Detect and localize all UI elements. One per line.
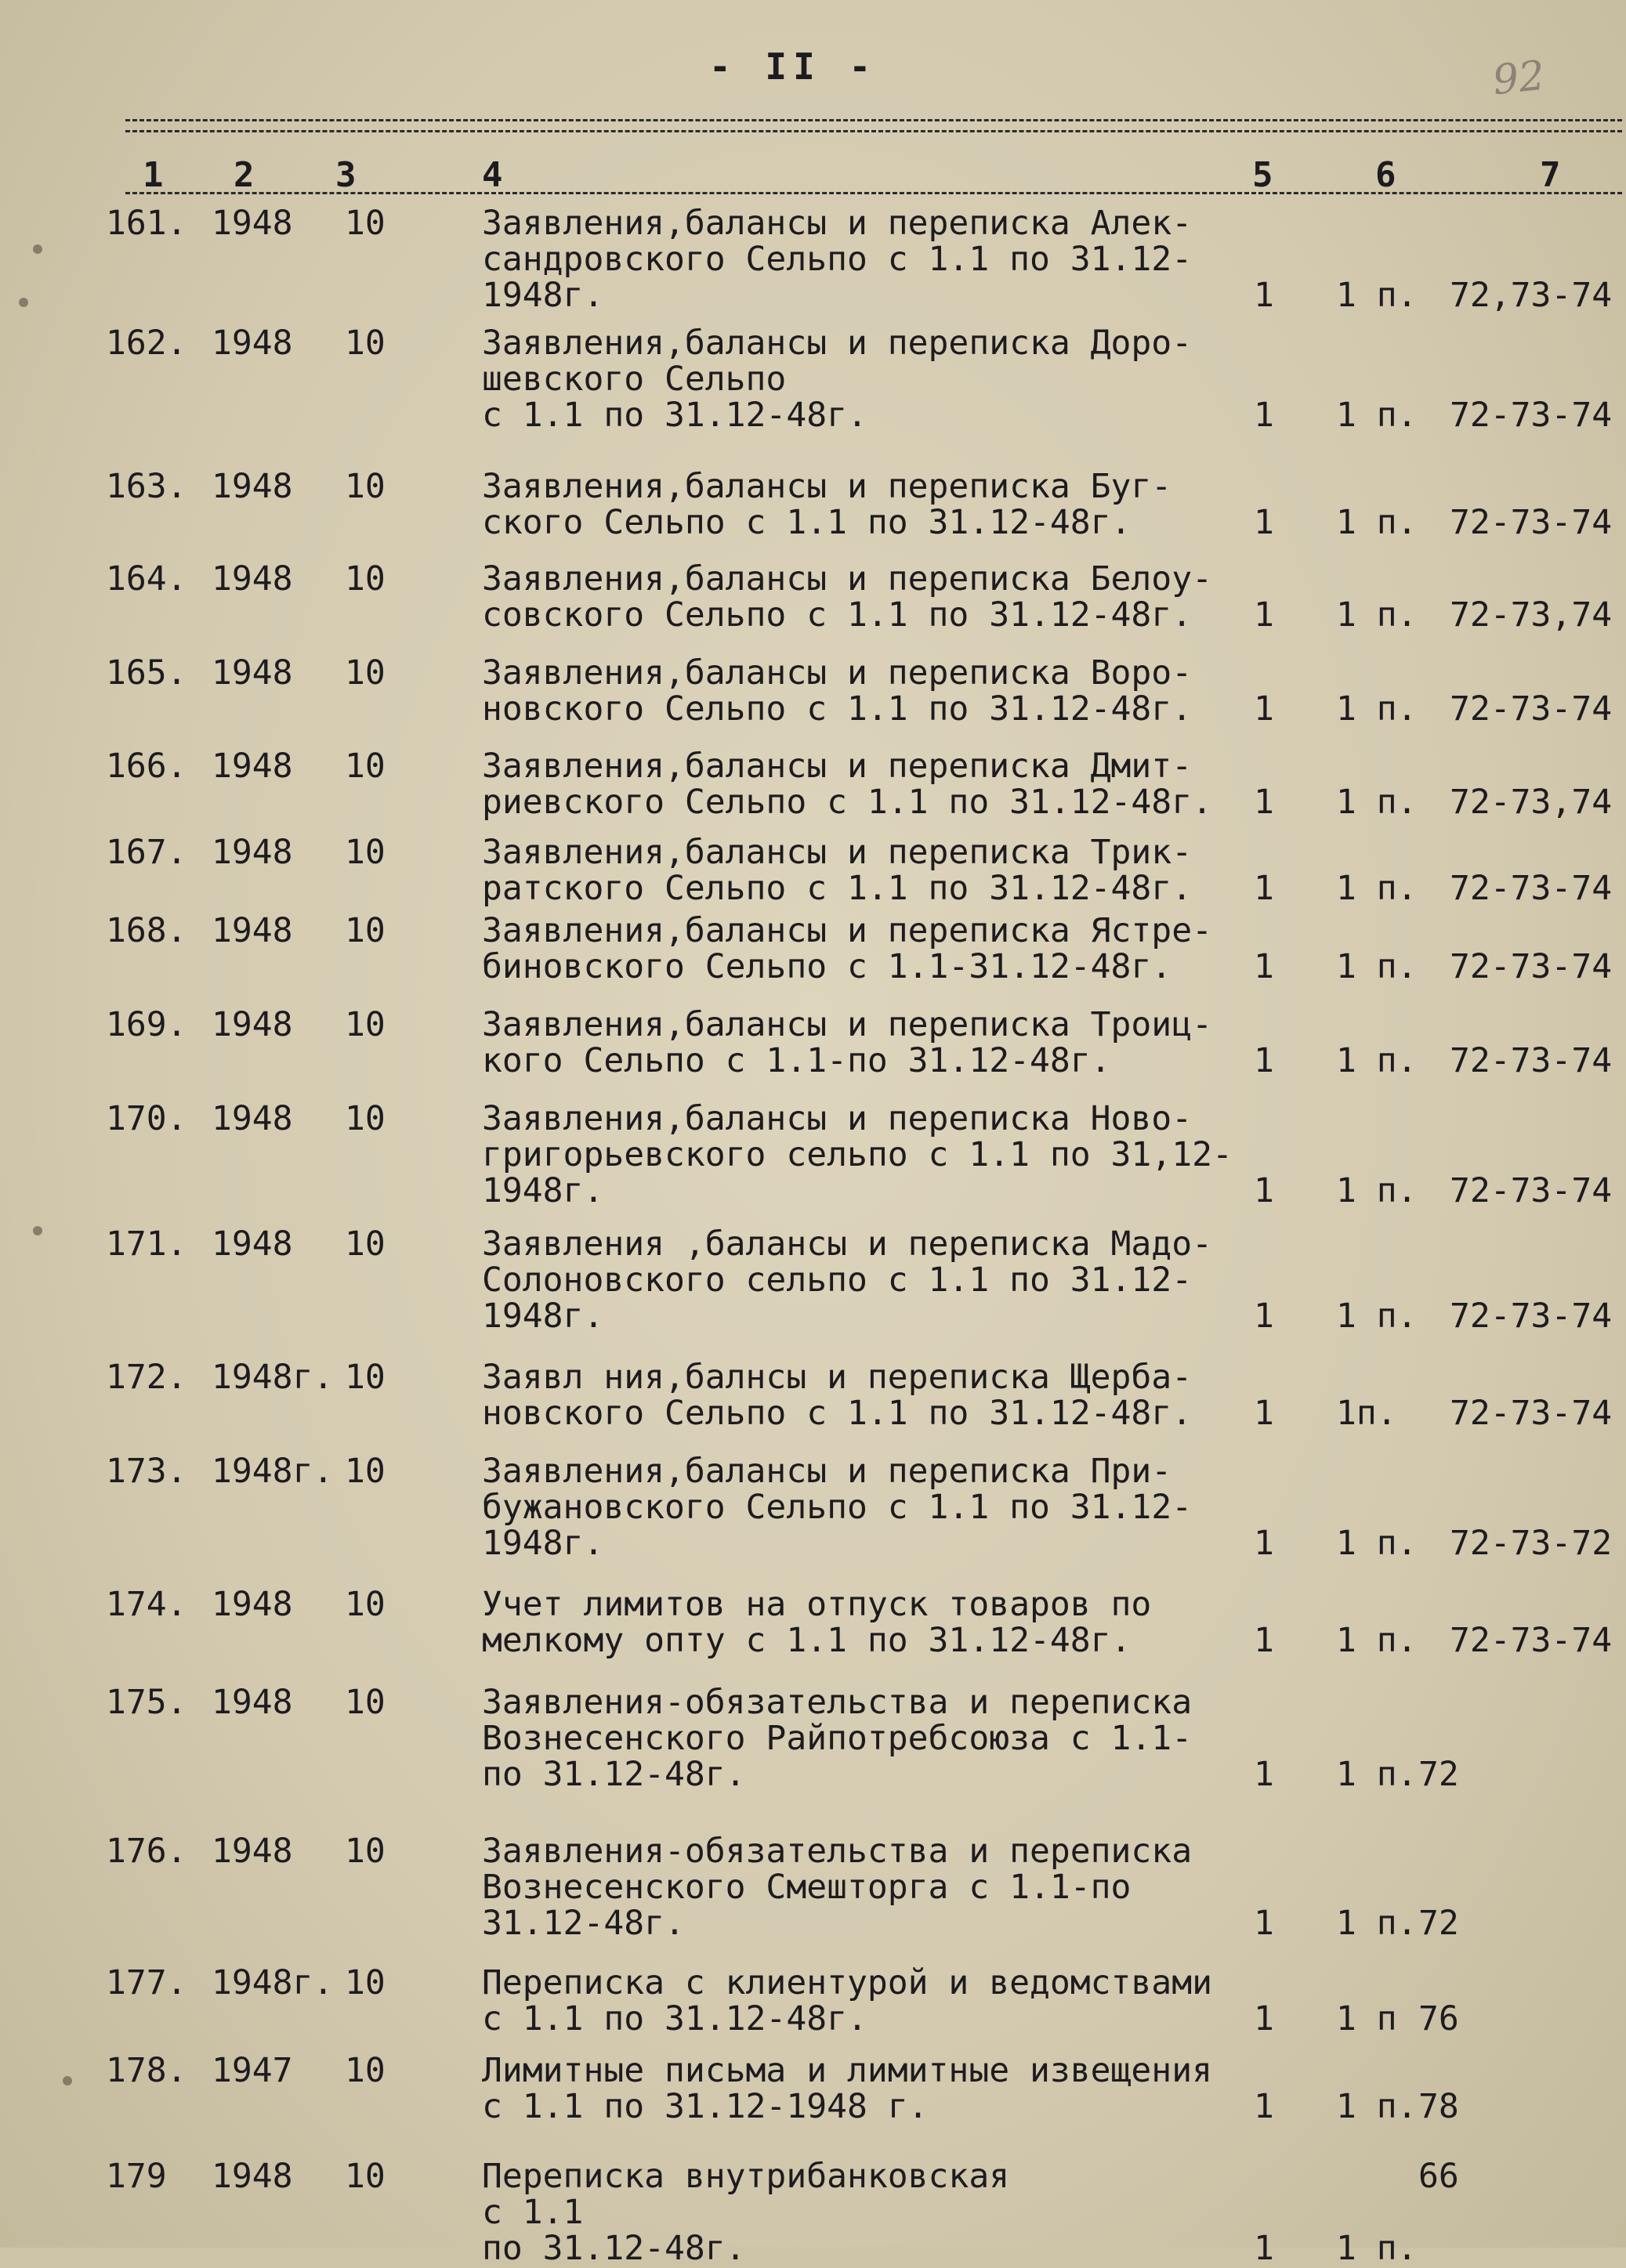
item-group: 10 xyxy=(345,1452,386,1491)
item-reference: 72-73,74 xyxy=(1450,783,1613,822)
item-folders: 1 п. xyxy=(1336,595,1418,635)
item-group: 10 xyxy=(345,467,386,506)
item-number: 170. xyxy=(106,1099,187,1138)
item-folders: 1 п xyxy=(1336,1999,1397,2038)
description-line: 31.12-48г. xyxy=(482,1904,685,1943)
item-year: 1948 xyxy=(212,1683,293,1722)
description-line: Заявления,балансы и переписка Ястре- xyxy=(482,911,1212,950)
item-count: 1 xyxy=(1254,1171,1274,1210)
item-number: 169. xyxy=(106,1005,187,1044)
item-folders: 1 п. xyxy=(1336,1041,1418,1080)
description-line: 1948г. xyxy=(482,1297,604,1336)
description-line: биновского Сельпо с 1.1-31.12-48г. xyxy=(482,947,1172,986)
punch-hole xyxy=(33,244,42,254)
item-folders: 1п. xyxy=(1336,1394,1397,1433)
item-group: 10 xyxy=(345,1832,386,1871)
page-number: - II - xyxy=(709,45,878,88)
item-description xyxy=(482,913,1266,985)
double-rule xyxy=(125,130,1622,132)
description-line: мелкому опту с 1.1 по 31.12-48г. xyxy=(482,1621,1132,1660)
item-reference: 72 xyxy=(1418,1904,1459,1943)
item-number: 178. xyxy=(106,2051,187,2090)
item-reference: 76 xyxy=(1418,1999,1459,2038)
item-reference: 78 xyxy=(1418,2087,1459,2126)
column-header: 5 xyxy=(1252,155,1273,195)
item-reference: 72-73-74 xyxy=(1450,689,1613,729)
item-count: 1 xyxy=(1254,947,1274,986)
description-line: риевского Сельпо с 1.1 по 31.12-48г. xyxy=(482,783,1212,822)
item-count: 1 xyxy=(1254,276,1274,315)
item-year: 1948 xyxy=(212,911,293,950)
description-line: новского Сельпо с 1.1 по 31.12-48г. xyxy=(482,1394,1193,1433)
item-year: 1948 xyxy=(212,324,293,363)
item-number: 167. xyxy=(106,833,187,872)
description-line: по 31.12-48г. xyxy=(482,1755,746,1794)
item-group: 10 xyxy=(345,559,386,599)
item-folders: 1 п. xyxy=(1336,1755,1418,1794)
item-folders: 1 п. xyxy=(1336,276,1418,315)
column-header: 2 xyxy=(234,155,255,195)
punch-hole xyxy=(63,2076,72,2085)
item-year: 1948 xyxy=(212,747,293,786)
item-reference: 72-73-74 xyxy=(1450,1621,1613,1660)
description-line: Вознесенского Райпотребсоюза с 1.1- xyxy=(482,1719,1193,1758)
item-folders: 1 п. xyxy=(1336,396,1418,435)
item-description xyxy=(482,561,1266,633)
item-count: 1 xyxy=(1254,2087,1274,2126)
header-rule xyxy=(125,192,1622,194)
column-header: 3 xyxy=(335,155,357,195)
item-description xyxy=(482,1101,1266,1209)
item-year: 1948 xyxy=(212,204,293,243)
punch-hole xyxy=(19,298,28,307)
item-description xyxy=(482,1684,1266,1792)
item-count: 1 xyxy=(1254,1297,1274,1336)
description-line: Переписка внутрибанковская xyxy=(482,2157,1010,2196)
description-line: новского Сельпо с 1.1 по 31.12-48г. xyxy=(482,689,1193,729)
item-group: 10 xyxy=(345,204,386,243)
item-description xyxy=(482,748,1266,820)
item-description xyxy=(482,1586,1266,1658)
item-count: 1 xyxy=(1254,2229,1274,2268)
description-line: по 31.12-48г. xyxy=(482,2229,746,2268)
handwritten-sheet-number: 92 xyxy=(1490,52,1548,105)
item-count: 1 xyxy=(1254,689,1274,729)
item-description xyxy=(482,1453,1266,1561)
description-line: бужановского Сельпо с 1.1 по 31.12- xyxy=(482,1488,1193,1527)
description-line: Вознесенского Смешторга с 1.1-по xyxy=(482,1868,1132,1907)
description-line: Заявления,балансы и переписка Алек- xyxy=(482,204,1193,243)
item-number: 175. xyxy=(106,1683,187,1722)
item-group: 10 xyxy=(345,1358,386,1397)
item-number: 168. xyxy=(106,911,187,950)
description-line: Заявления,балансы и переписка Троиц- xyxy=(482,1005,1212,1044)
description-line: сандровского Сельпо с 1.1 по 31.12- xyxy=(482,240,1193,279)
item-number: 173. xyxy=(106,1452,187,1491)
description-line: шевского Сельпо xyxy=(482,360,787,399)
item-count: 1 xyxy=(1254,1394,1274,1433)
item-folders: 1 п. xyxy=(1336,1904,1418,1943)
item-folders: 1 п. xyxy=(1336,503,1418,542)
item-description xyxy=(482,2053,1266,2125)
item-description xyxy=(482,1359,1266,1431)
item-count: 1 xyxy=(1254,1999,1274,2038)
item-number: 177. xyxy=(106,1963,187,2002)
description-line: ратского Сельпо с 1.1 по 31.12-48г. xyxy=(482,869,1193,908)
item-group: 10 xyxy=(345,911,386,950)
item-reference: 72 xyxy=(1418,1755,1459,1794)
item-year: 1948 xyxy=(212,1224,293,1264)
item-year: 1948 xyxy=(212,559,293,599)
description-line: с 1.1 по 31.12-48г. xyxy=(482,1999,867,2038)
item-reference: 72-73-72 xyxy=(1450,1524,1613,1563)
item-reference: 72-73-74 xyxy=(1450,947,1613,986)
item-group: 10 xyxy=(345,2051,386,2090)
item-folders: 1 п. xyxy=(1336,1171,1418,1210)
description-line: Солоновского сельпо с 1.1 по 31.12- xyxy=(482,1261,1193,1300)
item-reference: 72-73-74 xyxy=(1450,503,1613,542)
description-line: с 1.1 xyxy=(482,2193,584,2232)
description-line: Заявления,балансы и переписка Трик- xyxy=(482,833,1193,872)
item-folders: 1 п. xyxy=(1336,1297,1418,1336)
description-line: Заявления ,балансы и переписка Мадо- xyxy=(482,1224,1212,1264)
description-line: Заявления,балансы и переписка Белоу- xyxy=(482,559,1212,599)
item-count: 1 xyxy=(1254,1041,1274,1080)
item-reference: 72-73-74 xyxy=(1450,1041,1613,1080)
item-year: 1948 xyxy=(212,2157,293,2196)
item-group: 10 xyxy=(345,653,386,693)
item-number: 162. xyxy=(106,324,187,363)
item-description xyxy=(482,1226,1266,1334)
item-description xyxy=(482,468,1266,541)
item-number: 164. xyxy=(106,559,187,599)
description-line: Заявления,балансы и переписка Дмит- xyxy=(482,747,1193,786)
item-description xyxy=(482,2158,1266,2266)
description-line: ского Сельпо с 1.1 по 31.12-48г. xyxy=(482,503,1132,542)
item-year: 1948г. xyxy=(212,1358,334,1397)
description-line: с 1.1 по 31.12-1948 г. xyxy=(482,2087,929,2126)
description-line: Заявления,балансы и переписка Буг- xyxy=(482,467,1172,506)
item-description xyxy=(482,325,1266,433)
item-year: 1948 xyxy=(212,467,293,506)
item-folders: 1 п. xyxy=(1336,689,1418,729)
item-description xyxy=(482,655,1266,727)
item-reference: 72-73-74 xyxy=(1450,1171,1613,1210)
double-rule xyxy=(125,119,1622,121)
item-year: 1948 xyxy=(212,1099,293,1138)
item-group: 10 xyxy=(345,1963,386,2002)
description-line: 1948г. xyxy=(482,1171,604,1210)
description-line: Заявления,балансы и переписка Воро- xyxy=(482,653,1193,693)
item-description xyxy=(482,1965,1266,2037)
item-count: 1 xyxy=(1254,1524,1274,1563)
item-group: 10 xyxy=(345,747,386,786)
item-group: 10 xyxy=(345,1683,386,1722)
item-description xyxy=(482,1007,1266,1079)
item-year: 1948 xyxy=(212,653,293,693)
item-year: 1948 xyxy=(212,1832,293,1871)
description-line: григорьевского сельпо с 1.1 по 31,12- xyxy=(482,1135,1233,1174)
description-line: Заявления-обязательства и переписка xyxy=(482,1832,1193,1871)
column-header: 4 xyxy=(482,155,503,195)
column-header: 7 xyxy=(1540,155,1561,195)
item-reference: 72-73-74 xyxy=(1450,1394,1613,1433)
item-count: 1 xyxy=(1254,595,1274,635)
item-year: 1948 xyxy=(212,1585,293,1624)
item-description xyxy=(482,205,1266,313)
item-reference: 66 xyxy=(1418,2157,1459,2196)
item-number: 176. xyxy=(106,1832,187,1871)
item-number: 171. xyxy=(106,1224,187,1264)
item-number: 165. xyxy=(106,653,187,693)
description-line: Учет лимитов на отпуск товаров по xyxy=(482,1585,1152,1624)
item-group: 10 xyxy=(345,833,386,872)
description-line: 1948г. xyxy=(482,1524,604,1563)
column-header: 6 xyxy=(1375,155,1396,195)
item-folders: 1 п. xyxy=(1336,1524,1418,1563)
item-folders: 1 п. xyxy=(1336,869,1418,908)
item-count: 1 xyxy=(1254,869,1274,908)
item-year: 1948г. xyxy=(212,1963,334,2002)
item-reference: 72-73-74 xyxy=(1450,396,1613,435)
item-number: 163. xyxy=(106,467,187,506)
item-description xyxy=(482,834,1266,906)
description-line: Заявления,балансы и переписка При- xyxy=(482,1452,1172,1491)
item-number: 172. xyxy=(106,1358,187,1397)
item-year: 1948 xyxy=(212,833,293,872)
item-reference: 72-73-74 xyxy=(1450,1297,1613,1336)
description-line: 1948г. xyxy=(482,276,604,315)
item-count: 1 xyxy=(1254,396,1274,435)
description-line: Лимитные письма и лимитные извещения xyxy=(482,2051,1212,2090)
item-year: 1948г. xyxy=(212,1452,334,1491)
description-line: Заявл ния,балнсы и переписка Щерба- xyxy=(482,1358,1193,1397)
item-reference: 72-73-74 xyxy=(1450,869,1613,908)
item-folders: 1 п. xyxy=(1336,947,1418,986)
item-number: 161. xyxy=(106,204,187,243)
item-folders: 1 п. xyxy=(1336,1621,1418,1660)
item-number: 174. xyxy=(106,1585,187,1624)
item-folders: 1 п. xyxy=(1336,2087,1418,2126)
item-group: 10 xyxy=(345,1585,386,1624)
item-description xyxy=(482,1833,1266,1941)
item-count: 1 xyxy=(1254,503,1274,542)
item-count: 1 xyxy=(1254,783,1274,822)
description-line: Заявления,балансы и переписка Ново- xyxy=(482,1099,1193,1138)
description-line: совского Сельпо с 1.1 по 31.12-48г. xyxy=(482,595,1193,635)
item-group: 10 xyxy=(345,1005,386,1044)
item-group: 10 xyxy=(345,1099,386,1138)
punch-hole xyxy=(33,1226,42,1235)
description-line: кого Сельпо с 1.1-по 31.12-48г. xyxy=(482,1041,1111,1080)
item-year: 1947 xyxy=(212,2051,293,2090)
description-line: с 1.1 по 31.12-48г. xyxy=(482,396,867,435)
item-group: 10 xyxy=(345,324,386,363)
item-folders: 1 п. xyxy=(1336,783,1418,822)
item-count: 1 xyxy=(1254,1755,1274,1794)
item-reference: 72-73,74 xyxy=(1450,595,1613,635)
item-number: 179 xyxy=(106,2157,167,2196)
item-year: 1948 xyxy=(212,1005,293,1044)
description-line: Переписка с клиентурой и ведомствами xyxy=(482,1963,1212,2002)
description-line: Заявления,балансы и переписка Доро- xyxy=(482,324,1193,363)
item-group: 10 xyxy=(345,1224,386,1264)
item-reference: 72,73-74 xyxy=(1450,276,1613,315)
item-count: 1 xyxy=(1254,1904,1274,1943)
item-group: 10 xyxy=(345,2157,386,2196)
item-count: 1 xyxy=(1254,1621,1274,1660)
item-folders: 1 п. xyxy=(1336,2229,1418,2268)
item-number: 166. xyxy=(106,747,187,786)
description-line: Заявления-обязательства и переписка xyxy=(482,1683,1193,1722)
column-header: 1 xyxy=(143,155,164,195)
